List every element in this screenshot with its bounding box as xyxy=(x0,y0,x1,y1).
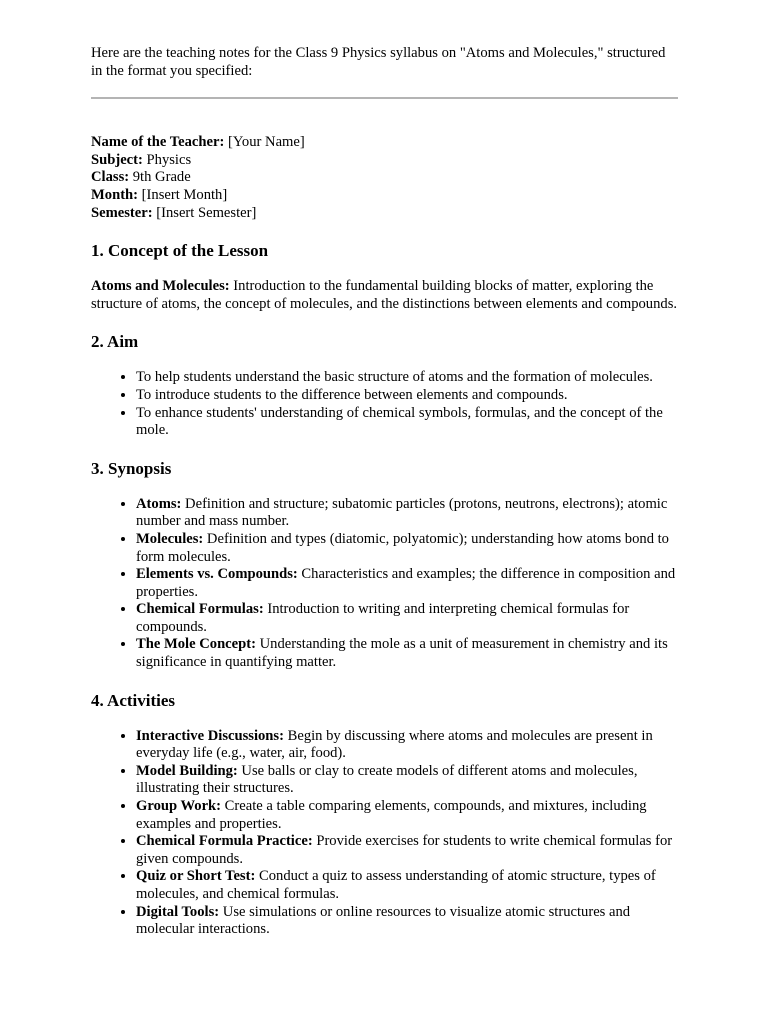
meta-month xyxy=(91,187,678,205)
list-item xyxy=(136,728,678,763)
list-item xyxy=(136,763,678,798)
item-text: Introduction to writing and interpreting chemical formulas for compounds. xyxy=(136,601,630,635)
list-item xyxy=(136,531,678,566)
item-text: Understanding the mole as a unit of measurement in chemistry and its significance in quantifying matter. xyxy=(136,636,668,671)
synopsis-list xyxy=(91,496,678,672)
item-text: Begin by discussing where atoms and molecules are present in everyday life (e.g., water, air, food). xyxy=(136,727,653,762)
meta-teacher xyxy=(91,134,678,152)
list-item xyxy=(136,833,678,868)
section-heading-aim: 2. Aim xyxy=(91,332,139,352)
meta-label: Name of the Teacher: xyxy=(91,134,225,151)
list-item xyxy=(136,636,678,671)
item-label: Molecules: xyxy=(136,530,204,547)
item-text: Use balls or clay to create models of different atoms and molecules, illustrating their structures. xyxy=(136,762,638,797)
meta-value: [Insert Month] xyxy=(138,186,228,203)
item-label: Atoms: xyxy=(136,495,182,512)
list-item: • To introduce students to the difference between elements and compounds. xyxy=(136,387,678,405)
list-item xyxy=(136,798,678,833)
item-label: Digital Tools: xyxy=(136,903,220,920)
concept-text: Introduction to the fundamental building blocks of matter, exploring the structure of atoms, the concept of molecules, and the distinctions between elements and compounds. xyxy=(91,278,678,312)
meta-label: Semester: xyxy=(91,204,153,221)
list-item xyxy=(136,496,678,531)
item-text: Conduct a quiz to assess understanding of atomic structure, types of molecules, and chemical formulas. xyxy=(136,868,656,902)
item-label: The Mole Concept: xyxy=(136,636,256,653)
item-label: Chemical Formula Practice: xyxy=(136,833,313,850)
item-label: Interactive Discussions: xyxy=(136,727,284,744)
intro-text: Here are the teaching notes for the Class 9 Physics syllabus on "Atoms and Molecules," structured in the format you specified: xyxy=(91,45,666,79)
meta-subject xyxy=(91,152,678,170)
item-text: Provide exercises for students to write chemical formulas for given compounds. xyxy=(136,833,673,867)
item-label: Group Work: xyxy=(136,798,222,815)
list-item: • To help students understand the basic structure of atoms and the formation of molecules. xyxy=(136,369,678,387)
teacher-info-block xyxy=(91,134,678,222)
section-heading-concept: 1. Concept of the Lesson xyxy=(91,241,269,261)
concept-label: Atoms and Molecules: xyxy=(91,278,230,295)
meta-value: 9th Grade xyxy=(129,169,191,186)
meta-label: Subject: xyxy=(91,151,143,168)
aim-list xyxy=(91,369,678,439)
meta-value: [Insert Semester] xyxy=(152,204,257,221)
activities-list xyxy=(91,728,678,939)
list-item xyxy=(136,601,678,636)
item-text: Characteristics and examples; the difference in composition and properties. xyxy=(136,566,676,600)
meta-value: Physics xyxy=(142,151,192,168)
meta-label: Month: xyxy=(91,186,139,203)
item-text: Definition and types (diatomic, polyatomic); understanding how atoms bond to form molecules. xyxy=(136,530,669,565)
list-item xyxy=(136,566,678,601)
meta-label: Class: xyxy=(91,169,130,186)
item-label: Chemical Formulas: xyxy=(136,601,264,618)
list-item: • To enhance students' understanding of chemical symbols, formulas, and the concept of the mole. xyxy=(136,405,678,440)
concept-paragraph xyxy=(91,278,678,313)
meta-class xyxy=(91,169,678,187)
item-text: Create a table comparing elements, compounds, and mixtures, including examples and properties. xyxy=(136,798,647,832)
meta-value: [Your Name] xyxy=(224,134,305,151)
item-text: Definition and structure; subatomic particles (protons, neutrons, electrons); atomic number and mass number. xyxy=(136,495,668,530)
item-text: Use simulations or online resources to visualize atomic structures and molecular interactions. xyxy=(136,903,631,938)
meta-semester xyxy=(91,205,678,223)
item-label: Quiz or Short Test: xyxy=(136,868,256,885)
item-label: Elements vs. Compounds: xyxy=(136,566,298,583)
horizontal-rule xyxy=(91,97,678,99)
list-item xyxy=(136,904,678,939)
item-label: Model Building: xyxy=(136,762,238,779)
section-heading-synopsis: 3. Synopsis xyxy=(91,458,172,478)
list-item xyxy=(136,868,678,903)
section-heading-activities: 4. Activities xyxy=(91,690,176,710)
